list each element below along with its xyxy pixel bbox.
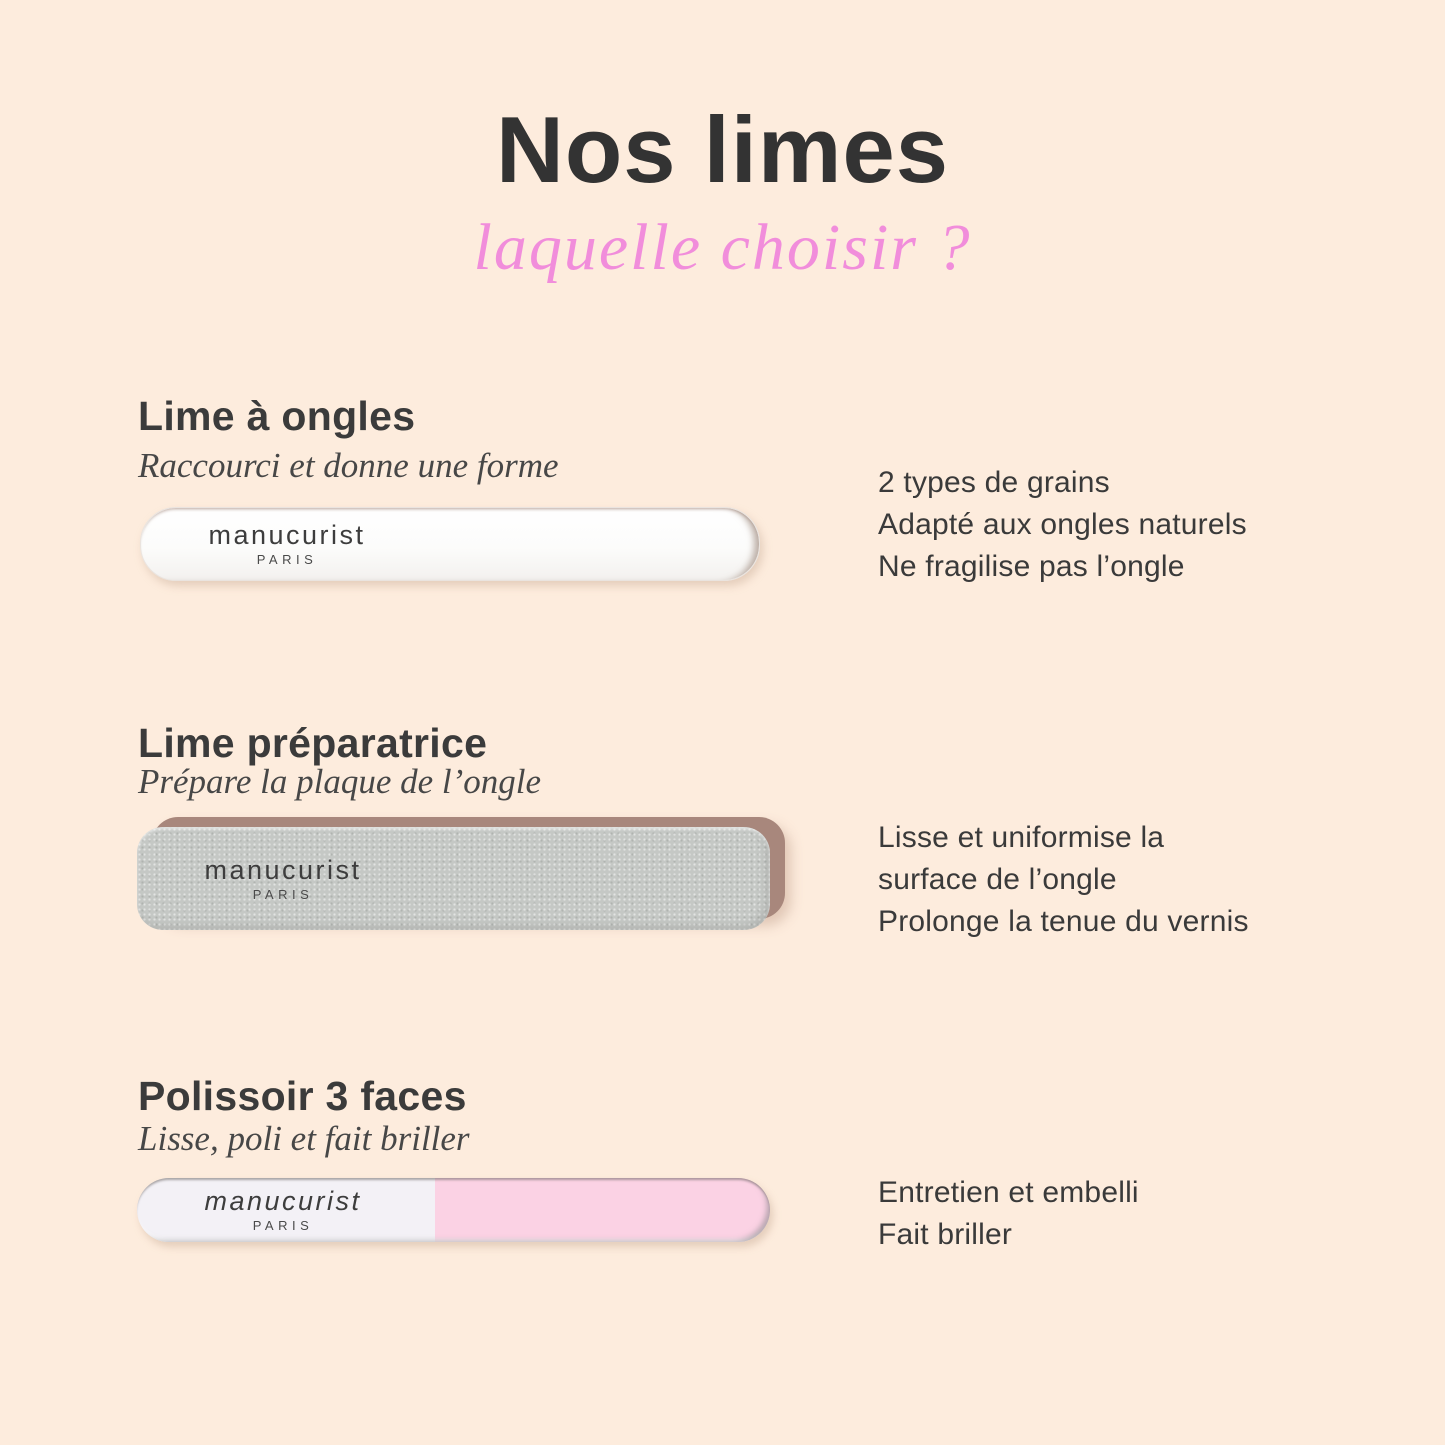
feature-list-polissoir-3-faces [878, 1172, 1139, 1256]
section-description-lime-preparatrice: Prépare la plaque de l’ongle [138, 762, 542, 801]
product-photo-lime-a-ongles [140, 507, 760, 581]
feature-line: surface de l’ongle [878, 863, 1117, 896]
brand-logo [141, 521, 433, 567]
section-heading-polissoir-3-faces: Polissoir 3 faces [138, 1073, 467, 1119]
feature-list-lime-preparatrice [878, 817, 1249, 943]
brand-name: manucurist [208, 520, 366, 550]
brand-city: PARIS [256, 552, 318, 567]
feature-line: Entretien et embelli [878, 1176, 1139, 1209]
brand-name: manucurist [204, 1186, 362, 1216]
brand-city: PARIS [252, 886, 314, 902]
section-heading-lime-a-ongles: Lime à ongles [138, 393, 416, 439]
feature-line: Lisse et uniformise la [878, 821, 1165, 854]
feature-list-lime-a-ongles [878, 462, 1247, 588]
feature-line: Ne fragilise pas l’ongle [878, 550, 1185, 583]
section-description-polissoir-3-faces: Lisse, poli et fait briller [138, 1119, 470, 1158]
feature-line: Fait briller [878, 1218, 1013, 1251]
section-description-lime-a-ongles: Raccourci et donne une forme [138, 446, 559, 485]
page-subtitle: laquelle choisir ? [473, 211, 972, 284]
feature-line: 2 types de grains [878, 466, 1110, 499]
product-photo-lime-preparatrice [137, 827, 770, 930]
page-title: Nos limes [495, 97, 950, 202]
product-photo-polissoir-3-faces [137, 1178, 770, 1242]
feature-line: Adapté aux ongles naturels [878, 508, 1247, 541]
section-heading-lime-preparatrice: Lime préparatrice [138, 720, 488, 766]
brand-name: manucurist [204, 854, 362, 885]
feature-line: Prolonge la tenue du vernis [878, 905, 1249, 938]
brand-logo [137, 1187, 429, 1233]
brand-logo [137, 856, 429, 902]
brand-city: PARIS [252, 1218, 314, 1233]
